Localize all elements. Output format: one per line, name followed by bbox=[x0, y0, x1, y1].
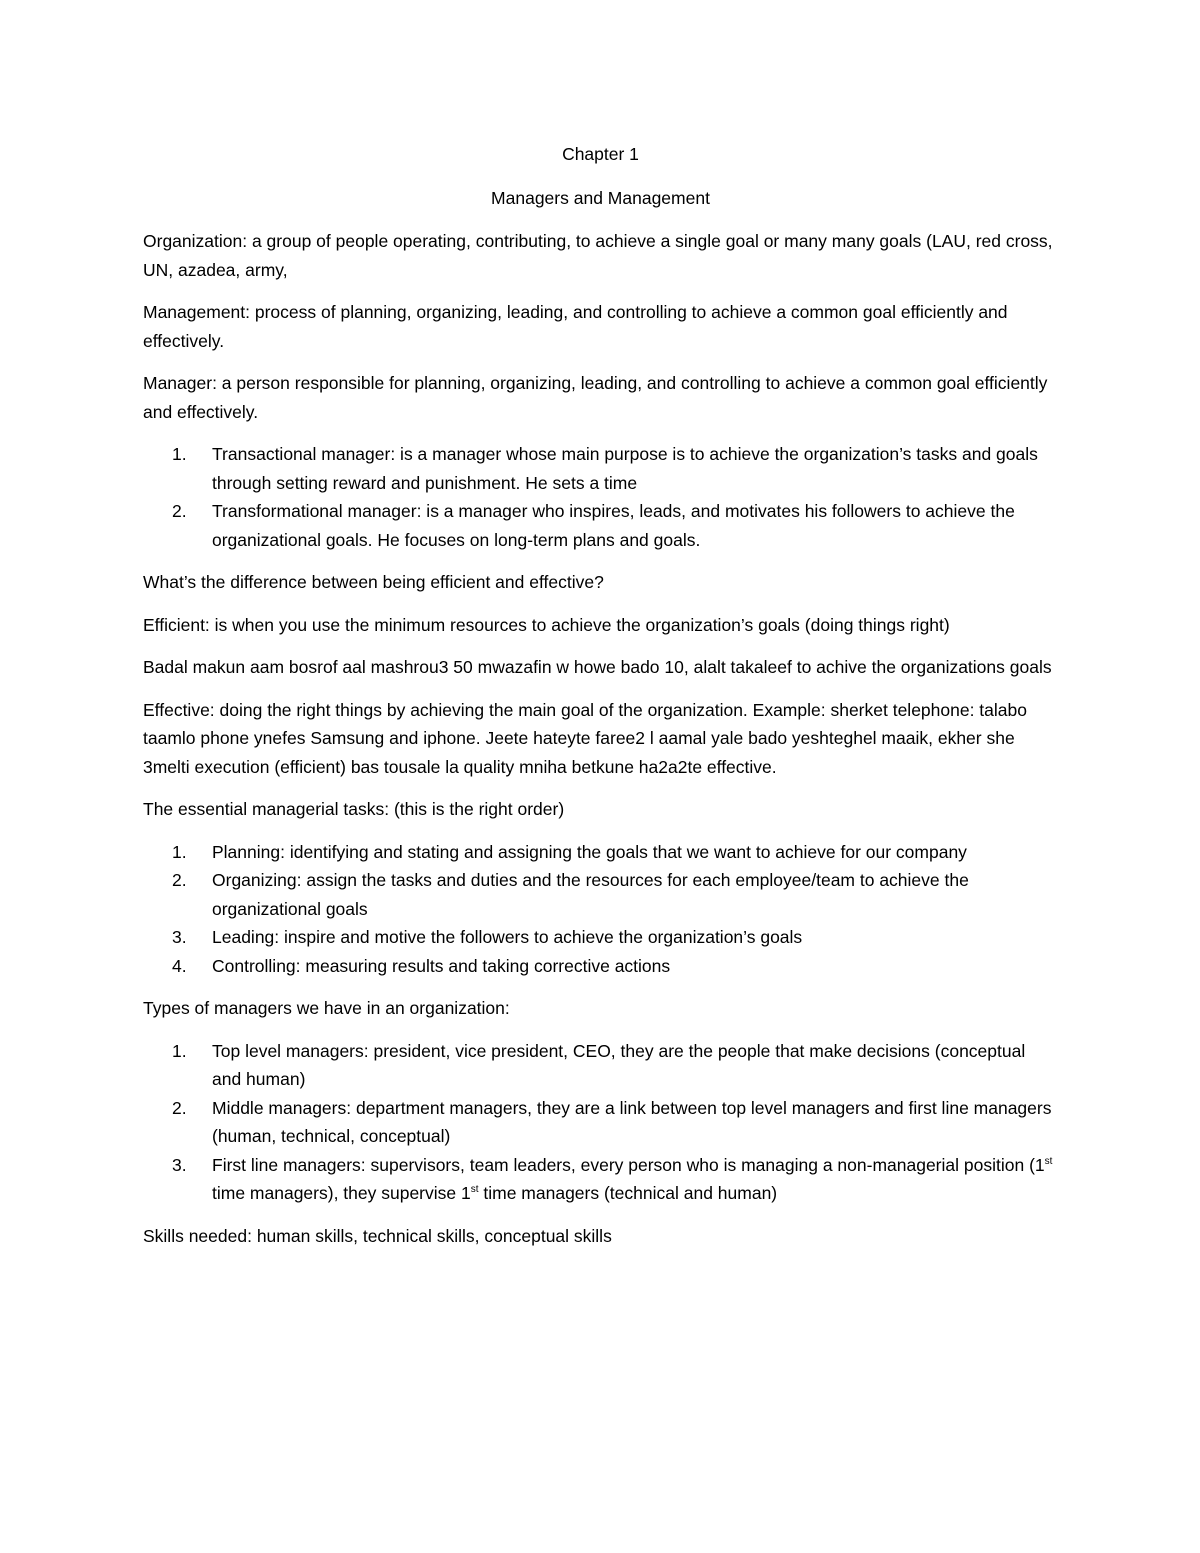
list-item-text: Top level managers: president, vice president, CEO, they are the people that make decisions (conceptual and human) bbox=[212, 1040, 1026, 1089]
paragraph-question: What’s the difference between being efficient and effective? bbox=[143, 572, 604, 592]
paragraph-effective: Effective: doing the right things by achieving the main goal of the organization. Example: sherket telephone: talabo taamlo phone ynefes Samsung and iphone. Jeete hateyte faree2 l aamal yale bado yeshteghel maaik, ekher she 3melti execution (efficient) bas tousale la quality mniha betkune ha2a2te effective. bbox=[143, 699, 1027, 777]
list-item-text-part: First line managers: supervisors, team leaders, every person who is managing a non-managerial position (1 bbox=[212, 1154, 1045, 1175]
list-number: 3. bbox=[172, 1154, 187, 1175]
paragraph-skills: Skills needed: human skills, technical skills, conceptual skills bbox=[143, 1225, 612, 1246]
list-item bbox=[143, 1037, 1058, 1094]
list-number: 1. bbox=[172, 444, 187, 464]
list-number: 4. bbox=[172, 955, 187, 976]
list-item-text: Transactional manager: is a manager whose main purpose is to achieve the organization’s tasks and goals through setting reward and punishment. He sets a time bbox=[212, 444, 1038, 493]
manager-types-list bbox=[143, 440, 1058, 554]
list-number: 3. bbox=[172, 927, 187, 947]
document-body bbox=[143, 140, 1058, 1264]
list-item-text: Transformational manager: is a manager who inspires, leads, and motivates his followers to achieve the organizational goals. He focuses on long-term plans and goals. bbox=[212, 501, 1015, 550]
list-number: 2. bbox=[172, 1097, 187, 1118]
paragraph-organization: Organization: a group of people operating, contributing, to achieve a single goal or many many goals (LAU, red cross, UN, azadea, army, bbox=[143, 231, 1053, 280]
list-item-text: Controlling: measuring results and taking corrective actions bbox=[212, 955, 671, 976]
paragraph-management: Management: process of planning, organizing, leading, and controlling to achieve a common goal efficiently and effectively. bbox=[143, 302, 1008, 351]
list-item-text: Planning: identifying and stating and assigning the goals that we want to achieve for our company bbox=[212, 841, 967, 862]
managerial-tasks-list bbox=[143, 838, 1058, 981]
list-item bbox=[143, 1151, 1058, 1208]
list-item-text: Middle managers: department managers, they are a link between top level managers and first line managers (human, technical, conceptual) bbox=[212, 1097, 1052, 1146]
chapter-title: Chapter 1 bbox=[562, 144, 639, 164]
list-item bbox=[143, 952, 1058, 981]
paragraph-badal: Badal makun aam bosrof aal mashrou3 50 mwazafin w howe bado 10, alalt takaleef to achive the organizations goals bbox=[143, 657, 1052, 677]
paragraph-levels-intro: Types of managers we have in an organization: bbox=[143, 998, 510, 1018]
list-item bbox=[143, 440, 1058, 497]
superscript-ordinal: st bbox=[470, 1184, 479, 1196]
paragraph-tasks-intro: The essential managerial tasks: (this is the right order) bbox=[143, 799, 565, 819]
list-item-text: Organizing: assign the tasks and duties and the resources for each employee/team to achieve the organizational goals bbox=[212, 870, 969, 919]
paragraph-efficient: Efficient: is when you use the minimum resources to achieve the organization’s goals (doing things right) bbox=[143, 614, 950, 635]
list-item bbox=[143, 866, 1058, 923]
list-item-text-part: time managers), they supervise 1 bbox=[212, 1183, 471, 1203]
list-number: 1. bbox=[172, 1040, 187, 1061]
list-item bbox=[143, 838, 1058, 867]
superscript-ordinal: st bbox=[1044, 1155, 1053, 1167]
list-item-text-part: time managers (technical and human) bbox=[478, 1183, 778, 1203]
list-number: 2. bbox=[172, 870, 187, 890]
list-item bbox=[143, 923, 1058, 952]
list-item-text: Leading: inspire and motive the followers to achieve the organization’s goals bbox=[212, 927, 803, 947]
list-item bbox=[143, 1094, 1058, 1151]
list-item bbox=[143, 497, 1058, 554]
manager-levels-list bbox=[143, 1037, 1058, 1208]
list-number: 2. bbox=[172, 501, 187, 521]
paragraph-manager: Manager: a person responsible for planning, organizing, leading, and controlling to achieve a common goal efficiently and effectively. bbox=[143, 373, 1048, 422]
chapter-subtitle: Managers and Management bbox=[491, 187, 710, 208]
list-number: 1. bbox=[172, 841, 187, 862]
